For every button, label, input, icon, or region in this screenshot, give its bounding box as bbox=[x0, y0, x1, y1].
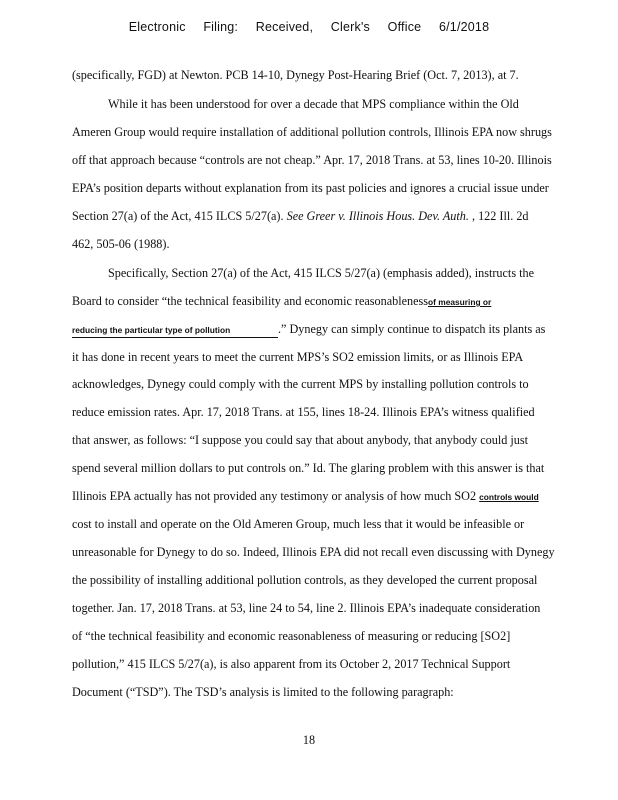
text-line bbox=[72, 489, 539, 504]
text-line: acknowledges, Dynegy could comply with the current MPS by installing pollution controls to bbox=[72, 377, 529, 391]
text-line: that answer, as follows: “I suppose you could say that about anybody, that anybody could just bbox=[72, 433, 529, 447]
text-line: off that approach because “controls are not cheap.” Apr. 17, 2018 Trans. at 53, lines 10-20. Illinois bbox=[72, 153, 552, 167]
page-number: 18 bbox=[302, 733, 316, 747]
text-line bbox=[72, 322, 545, 338]
text-line bbox=[72, 294, 516, 309]
emphasized-text: of measuring or bbox=[428, 297, 492, 307]
text-line: Document (“TSD”). The TSD’s analysis is limited to the following paragraph: bbox=[72, 685, 454, 699]
text-line bbox=[72, 209, 529, 224]
text-line bbox=[72, 68, 519, 83]
text-line: Specifically, Section 27(a) of the Act, 415 ILCS 5/27(a) (emphasis added), instructs the bbox=[108, 266, 535, 280]
text-line: EPA’s position departs without explanation from its past policies and ignores a crucial issue under bbox=[72, 181, 549, 195]
text-fragment: Section 27(a) of the Act, 415 ILCS 5/27(a). bbox=[72, 209, 284, 223]
text-line: pollution,” 415 ILCS 5/27(a), is also apparent from its October 2, 2017 Technical Support bbox=[72, 657, 511, 671]
text-line: cost to install and operate on the Old Ameren Group, much less that it would be infeasible or bbox=[72, 517, 525, 531]
text-line: reduce emission rates. Apr. 17, 2018 Trans. at 155, lines 18-24. Illinois EPA’s witness qualified bbox=[72, 405, 535, 419]
text-line: unreasonable for Dynegy to do so. Indeed, Illinois EPA did not recall even discussing with Dynegy bbox=[72, 545, 555, 559]
text-fragment: (specifically, FGD) at Newton. PCB 14-10, Dynegy Post-Hearing Brief bbox=[72, 68, 421, 82]
text-fragment: Illinois EPA actually has not provided any testimony or analysis of how much SO2 bbox=[72, 489, 477, 503]
text-line: of “the technical feasibility and economic reasonableness of measuring or reducing [SO2] bbox=[72, 629, 511, 643]
case-citation: See Greer v. Illinois Hous. Dev. Auth. bbox=[286, 209, 469, 223]
text-fragment: Board to consider “the technical feasibility and economic reasonableness bbox=[72, 294, 429, 308]
text-line: the possibility of installing additional pollution controls, as they developed the current proposal bbox=[72, 573, 538, 587]
text-fragment: (Oct. 7, 2013), at 7. bbox=[423, 68, 519, 82]
text-line: it has done in recent years to meet the current MPS’s SO2 emission limits, or as Illinois EPA bbox=[72, 350, 524, 364]
text-fragment: , 122 Ill. 2d bbox=[471, 209, 529, 223]
text-line: 462, 505-06 (1988). bbox=[72, 237, 170, 251]
filing-stamp: Electronic Filing: Received, Clerk's Office 6/1/2018 bbox=[128, 20, 490, 34]
text-line: Ameren Group would require installation of additional pollution controls, Illinois EPA now shrugs bbox=[72, 125, 552, 139]
emphasized-text: controls would bbox=[479, 492, 539, 502]
text-line: spend several million dollars to put controls on.” Id. The glaring problem with this answer is that bbox=[72, 461, 545, 475]
emphasized-text: reducing the particular type of pollution bbox=[72, 325, 278, 338]
text-fragment: .” Dynegy can simply continue to dispatch its plants as bbox=[278, 322, 546, 336]
text-line: together. Jan. 17, 2018 Trans. at 53, line 24 to 54, line 2. Illinois EPA’s inadequate consideration bbox=[72, 601, 541, 615]
text-line: While it has been understood for over a decade that MPS compliance within the Old bbox=[108, 97, 519, 111]
